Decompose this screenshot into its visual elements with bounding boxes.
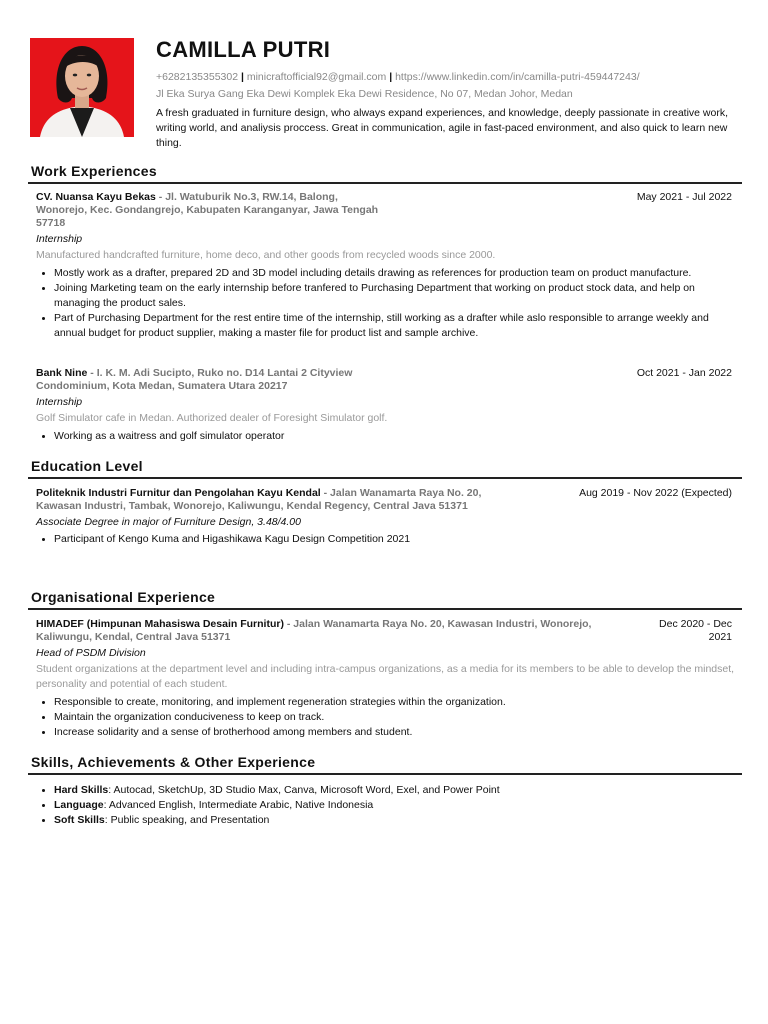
contact-separator: | bbox=[240, 71, 244, 83]
heading-dash: - bbox=[155, 191, 166, 203]
list-item: • Participant of Kengo Kuma and Higashikawa Kagu Design Competition 2021 bbox=[54, 532, 742, 547]
skill-value: : Autocad, SketchUp, 3D Studio Max, Canva, Microsoft Word, Exel, and Power Point bbox=[108, 784, 500, 796]
list-item: • Maintain the organization conduciveness to keep on track. bbox=[54, 710, 742, 725]
home-address: Jl Eka Surya Gang Eka Dewi Komplek Eka Dewi Residence, No 07, Medan Johor, Medan bbox=[156, 88, 573, 100]
email-link[interactable]: minicraftofficial92@gmail.com bbox=[246, 71, 387, 83]
organization-name: HIMADEF (Himpunan Mahasiswa Desain Furnitur) bbox=[36, 618, 284, 630]
entry-heading bbox=[36, 367, 742, 393]
heading-dash: - bbox=[283, 618, 294, 630]
section-divider bbox=[28, 608, 742, 610]
education-entry bbox=[36, 487, 742, 547]
entry-bullets bbox=[36, 266, 742, 341]
section-divider bbox=[28, 477, 742, 479]
entry-bullets bbox=[36, 532, 742, 547]
section-title-education: Education Level bbox=[31, 458, 143, 474]
entry-date: Oct 2021 - Jan 2022 bbox=[636, 367, 732, 379]
organization-name: Bank Nine bbox=[36, 367, 88, 379]
list-item: • Responsible to create, monitoring, and implement regeneration strategies within the organization. bbox=[54, 695, 742, 710]
entry-date bbox=[659, 618, 732, 644]
work-entry bbox=[36, 191, 742, 341]
list-item: • Joining Marketing team on the early internship before tranfered to Purchasing Department that working on product stock data, and help on managing the product sales. bbox=[54, 281, 742, 311]
entry-heading bbox=[36, 191, 742, 230]
entry-role: Head of PSDM Division bbox=[36, 647, 146, 659]
entry-bullets bbox=[36, 695, 742, 740]
list-item: • Increase solidarity and a sense of brotherhood among members and student. bbox=[54, 725, 742, 740]
entry-role: Internship bbox=[36, 233, 83, 245]
entry-heading bbox=[36, 618, 742, 644]
skill-label: Hard Skills bbox=[54, 784, 109, 796]
skill-label: Language bbox=[54, 799, 104, 811]
heading-dash: - bbox=[320, 487, 331, 499]
skill-value: : Advanced English, Intermediate Arabic, Native Indonesia bbox=[103, 799, 374, 811]
contact-separator: | bbox=[389, 71, 393, 83]
work-entry bbox=[36, 367, 742, 444]
skills-entry bbox=[36, 780, 742, 828]
entry-description: Student organizations at the department level and including intra-campus organizations, as a media for its members to be able to develop the mindset, personality and potential of each student. bbox=[36, 663, 735, 690]
list-item: • Working as a waitress and golf simulator operator bbox=[54, 429, 742, 444]
heading-dash: - bbox=[87, 367, 97, 379]
organization-location: Jalan Wanamarta Raya No. 20, Kawasan Industri, Wonorejo, Kaliwungu, Kendal, Central Java 51371 bbox=[36, 618, 592, 643]
institution-name: Politeknik Industri Furnitur dan Pengolahan Kayu Kendal bbox=[36, 487, 321, 499]
entry-heading bbox=[36, 487, 742, 513]
organization-location: I. K. M. Adi Sucipto, Ruko no. D14 Lantai 2 Cityview Condominium, Kota Medan, Sumatera Utara 20217 bbox=[36, 367, 353, 392]
contact-line bbox=[156, 70, 746, 84]
entry-date: Aug 2019 - Nov 2022 (Expected) bbox=[579, 487, 732, 499]
candidate-name: CAMILLA PUTRI bbox=[156, 37, 331, 62]
skill-value: : Public speaking, and Presentation bbox=[104, 814, 270, 826]
section-divider bbox=[28, 773, 742, 775]
list-item: • Part of Purchasing Department for the rest entire time of the internship, still working as a drafter while aslo responsible to arrange weekly and annual budget for product supplier, making a master file for product list and sample archive. bbox=[54, 311, 742, 341]
entry-description: Golf Simulator cafe in Medan. Authorized dealer of Foresight Simulator golf. bbox=[36, 412, 388, 424]
entry-date-line: 2021 bbox=[708, 631, 732, 643]
section-title-organisation: Organisational Experience bbox=[31, 589, 216, 605]
list-item bbox=[54, 798, 742, 813]
profile-photo bbox=[30, 38, 134, 137]
organisation-entry bbox=[36, 618, 742, 740]
skills-list bbox=[36, 783, 742, 828]
section-title-work: Work Experiences bbox=[31, 163, 157, 179]
profile-summary: A fresh graduated in furniture design, who always expand experiences, and knowledge, deeply passionate in creative work, writing world, and analiysis proccess. Great in communication, agile in fast-paced environment, and also quick to learn new thing. bbox=[156, 107, 729, 149]
list-item: • Mostly work as a drafter, prepared 2D and 3D model including details drawing as references for production team on product manufacture. bbox=[54, 266, 742, 281]
entry-date: May 2021 - Jul 2022 bbox=[636, 191, 732, 203]
degree-info: Associate Degree in major of Furniture Design, 3.48/4.00 bbox=[36, 516, 301, 528]
profile-photo-illustration bbox=[30, 38, 134, 137]
organization-location: Jl. Watuburik No.3, RW.14, Balong, Wonorejo, Kec. Gondangrejo, Kabupaten Karanganyar, Jawa Tengah 57718 bbox=[36, 191, 379, 229]
section-title-skills: Skills, Achievements & Other Experience bbox=[31, 754, 316, 770]
organization-name: CV. Nuansa Kayu Bekas bbox=[36, 191, 156, 203]
institution-location: Jalan Wanamarta Raya No. 20, Kawasan Industri, Tambak, Wonorejo, Kaliwungu, Kendal Regency, Central Java 51371 bbox=[36, 487, 482, 512]
skill-label: Soft Skills bbox=[54, 814, 105, 826]
list-item bbox=[54, 813, 742, 828]
list-item bbox=[54, 783, 742, 798]
entry-role: Internship bbox=[36, 396, 83, 408]
phone-number: +6282135355302 bbox=[156, 71, 239, 83]
section-divider bbox=[28, 182, 742, 184]
entry-date-line: Dec 2020 - Dec bbox=[659, 618, 732, 630]
entry-bullets bbox=[36, 429, 742, 444]
entry-description: Manufactured handcrafted furniture, home deco, and other goods from recycled woods since 2000. bbox=[36, 249, 496, 261]
resume-header bbox=[156, 36, 746, 151]
linkedin-link[interactable]: https://www.linkedin.com/in/camilla-putri-459447243/ bbox=[395, 71, 640, 83]
